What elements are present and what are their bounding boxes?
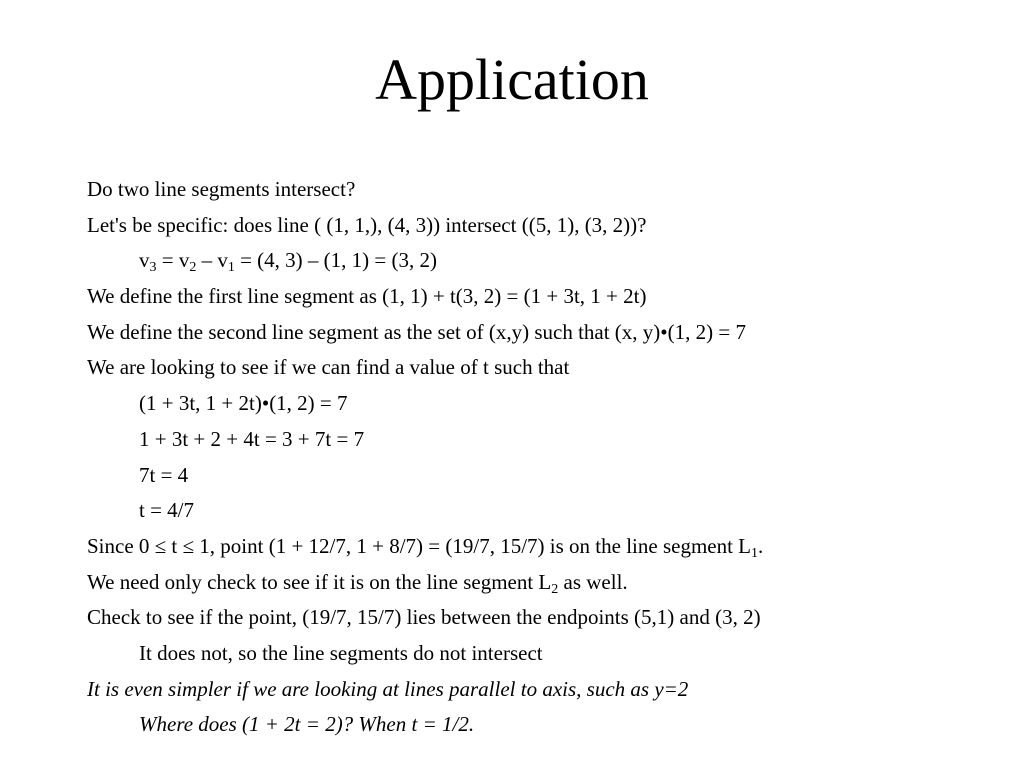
slide-body <box>87 172 987 743</box>
text-line <box>87 600 987 636</box>
text-line <box>87 208 987 244</box>
text-line <box>87 279 987 315</box>
text-line <box>87 707 987 743</box>
text-run: We are looking to see if we can find a value of t such that <box>87 355 570 380</box>
text-run: as well. <box>558 569 628 594</box>
text-line <box>87 386 987 422</box>
text-run: t = 4/7 <box>139 498 195 523</box>
text-line <box>87 315 987 351</box>
text-run: Check to see if the point, (19/7, 15/7) lies between the endpoints (5,1) and (3, 2) <box>87 605 761 630</box>
text-run: 1 + 3t + 2 + 4t = 3 + 7t = 7 <box>139 426 365 451</box>
text-line <box>87 350 987 386</box>
text-line <box>87 672 987 708</box>
text-run: It does not, so the line segments do not intersect <box>139 640 543 665</box>
text-line <box>87 243 987 279</box>
text-line <box>87 529 987 565</box>
text-line <box>87 493 987 529</box>
slide-title: Application <box>375 47 649 112</box>
subscript: 2 <box>189 260 197 276</box>
text-line <box>87 172 987 208</box>
text-run: Where does (1 + 2t = 2)? When t = 1/2. <box>139 712 475 737</box>
text-run: 7t = 4 <box>139 462 189 487</box>
text-line <box>87 636 987 672</box>
text-run: v <box>139 248 150 273</box>
text-run: Let's be specific: does line ( (1, 1,), (4, 3)) intersect ((5, 1), (3, 2))? <box>87 212 647 237</box>
subscript: 1 <box>227 260 235 276</box>
text-run: Do two line segments intersect? <box>87 177 356 201</box>
text-run: (1 + 3t, 1 + 2t)•(1, 2) = 7 <box>139 391 348 416</box>
text-run: = (4, 3) – (1, 1) = (3, 2) <box>234 248 437 273</box>
text-run: We define the first line segment as (1, 1) + t(3, 2) = (1 + 3t, 1 + 2t) <box>87 284 647 309</box>
text-run: . <box>758 533 764 558</box>
text-run: We define the second line segment as the set of (x,y) such that (x, y)•(1, 2) = 7 <box>87 319 746 344</box>
text-run: Since 0 ≤ t ≤ 1, point (1 + 12/7, 1 + 8/7) = (19/7, 15/7) is on the line segment L <box>87 533 752 558</box>
subscript: 3 <box>149 260 157 276</box>
text-run: It is even simpler if we are looking at lines parallel to axis, such as y=2 <box>87 676 689 701</box>
text-run: We need only check to see if it is on the line segment L <box>87 569 552 594</box>
text-line <box>87 422 987 458</box>
text-line <box>87 458 987 494</box>
text-run: = v <box>156 248 190 273</box>
subscript: 1 <box>751 545 759 561</box>
text-run: – v <box>196 248 228 273</box>
subscript: 2 <box>551 581 559 597</box>
text-line <box>87 565 987 601</box>
